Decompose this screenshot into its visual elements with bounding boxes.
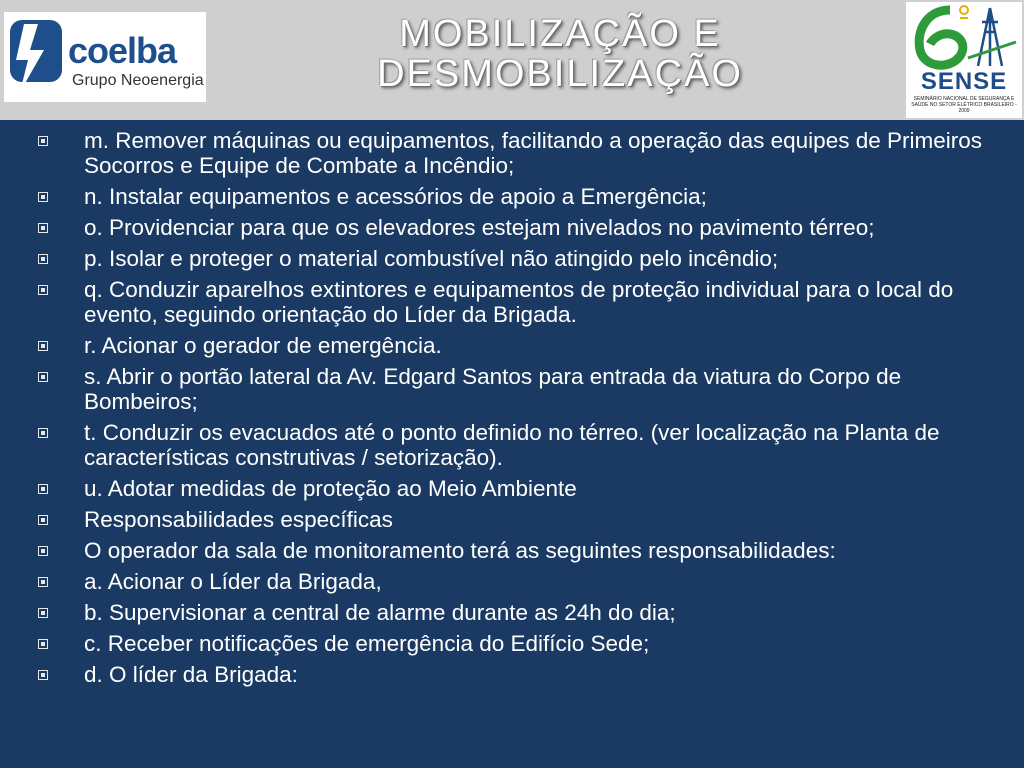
list-item-text: m. Remover máquinas ou equipamentos, facilitando a operação das equipes de Primeiros Socorros e Equipe de Combate a Incêndio; [84,128,983,178]
list-item [0,600,1024,625]
list-item-text: O operador da sala de monitoramento terá as seguintes responsabilidades: [84,538,836,563]
sense-logo [906,2,1022,118]
list-item [0,476,1024,501]
list-item [0,507,1024,532]
list-item [0,128,1024,178]
title-line-2: DESMOBILIZAÇÃO [377,53,743,95]
square-bullet-icon [38,254,48,264]
list-item-text: t. Conduzir os evacuados até o ponto definido no térreo. (ver localização na Planta de características construtivas / setorização). [84,420,940,470]
list-item-text: Responsabilidades específicas [84,507,393,532]
list-item-text: b. Supervisionar a central de alarme durante as 24h do dia; [84,600,676,625]
list-item [0,662,1024,687]
list-item [0,631,1024,656]
list-item-text: s. Abrir o portão lateral da Av. Edgard Santos para entrada da viatura do Corpo de Bombeiros; [84,364,902,414]
square-bullet-icon [38,546,48,556]
list-item-text: q. Conduzir aparelhos extintores e equipamentos de proteção individual para o local do evento, seguindo orientação do Líder da Brigada. [84,277,954,327]
sense-emblem-icon [906,2,1022,72]
bullet-list [0,128,1024,693]
sense-tagline: SEMINÁRIO NACIONAL DE SEGURANÇA E SAÚDE NO SETOR ELÉTRICO BRASILEIRO - 2009 [911,96,1017,114]
header-band [0,0,1024,120]
square-bullet-icon [38,608,48,618]
list-item [0,569,1024,594]
list-item-text: c. Receber notificações de emergência do Edifício Sede; [84,631,650,656]
coelba-lightning-icon [10,20,66,94]
list-item-text: d. O líder da Brigada: [84,662,298,687]
title-line-1: MOBILIZAÇÃO E [399,13,721,55]
square-bullet-icon [38,577,48,587]
list-item [0,364,1024,414]
square-bullet-icon [38,484,48,494]
list-item [0,333,1024,358]
list-item-text: u. Adotar medidas de proteção ao Meio Ambiente [84,476,577,501]
list-item [0,184,1024,209]
square-bullet-icon [38,372,48,382]
list-item [0,246,1024,271]
square-bullet-icon [38,670,48,680]
list-item [0,538,1024,563]
coelba-brand-text: coelba [68,30,177,71]
list-item [0,215,1024,240]
list-item-text: n. Instalar equipamentos e acessórios de apoio a Emergência; [84,184,707,209]
coelba-logo [4,12,206,102]
square-bullet-icon [38,428,48,438]
list-item-text: o. Providenciar para que os elevadores estejam nivelados no pavimento térreo; [84,215,875,240]
list-item-text: p. Isolar e proteger o material combustível não atingido pelo incêndio; [84,246,779,271]
square-bullet-icon [38,639,48,649]
list-item [0,277,1024,327]
coelba-subtitle: Grupo Neoenergia [72,72,204,89]
list-item-text: r. Acionar o gerador de emergência. [84,333,442,358]
square-bullet-icon [38,136,48,146]
list-item [0,420,1024,470]
sense-brand-text: SENSE [920,68,1008,95]
page-title [300,14,820,94]
square-bullet-icon [38,341,48,351]
square-bullet-icon [38,515,48,525]
square-bullet-icon [38,192,48,202]
square-bullet-icon [38,285,48,295]
square-bullet-icon [38,223,48,233]
list-item-text: a. Acionar o Líder da Brigada, [84,569,382,594]
